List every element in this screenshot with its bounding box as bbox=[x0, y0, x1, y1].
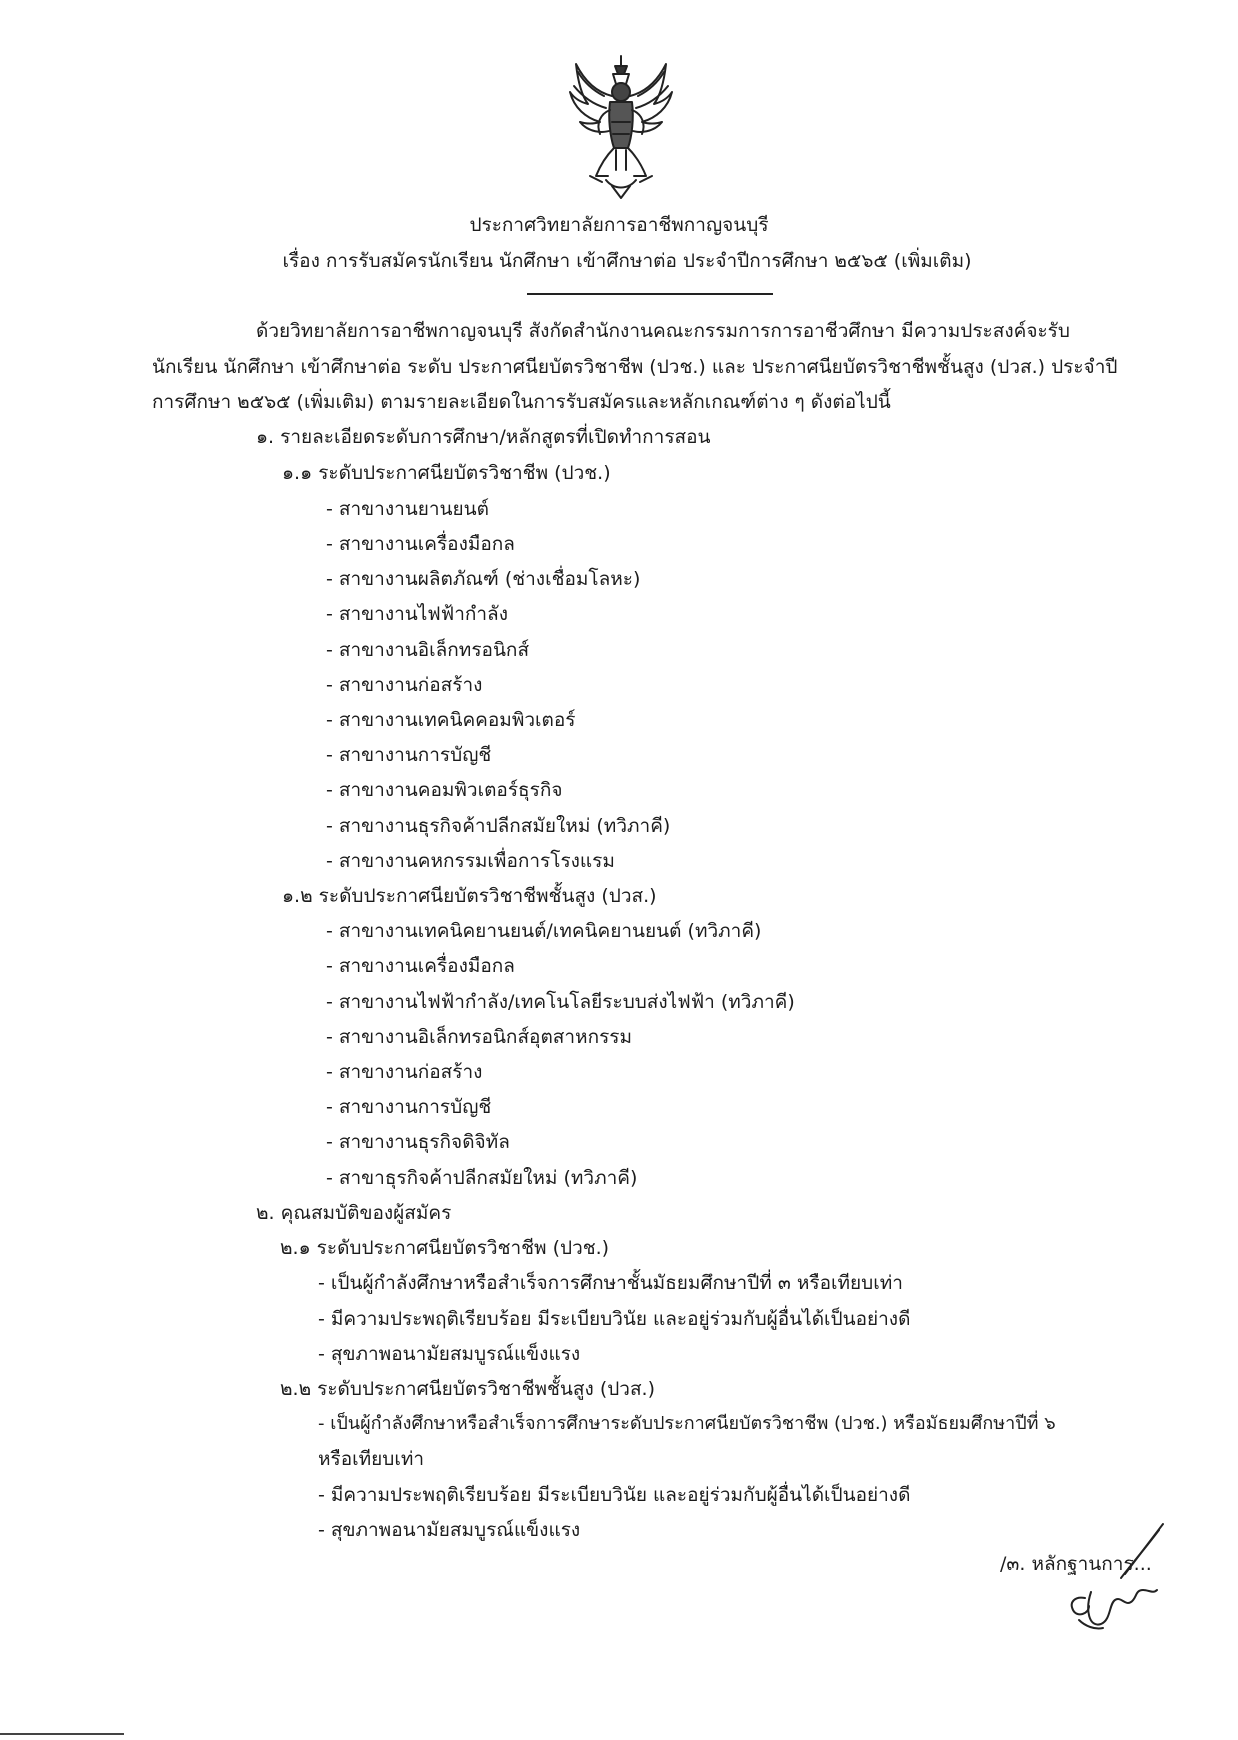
intro-line-1: ด้วยวิทยาลัยการอาชีพกาญจนบุรี สังกัดสำนักงานคณะกรรมการการอาชีวศึกษา มีความประสงค์จะรับ bbox=[256, 320, 1070, 342]
list-item: - สาขางานเครื่องมือกล bbox=[326, 533, 515, 555]
list-item: - สาขางานคอมพิวเตอร์ธุรกิจ bbox=[326, 779, 563, 801]
list-item: - สาขางานเครื่องมือกล bbox=[326, 955, 515, 977]
list-item: - เป็นผู้กำลังศึกษาหรือสำเร็จการศึกษาระดับประกาศนียบัตรวิชาชีพ (ปวช.) หรือมัธยมศึกษาปีที่ ๖ bbox=[318, 1413, 1056, 1434]
list-item: - สาขางานผลิตภัณฑ์ (ช่างเชื่อมโลหะ) bbox=[326, 568, 641, 590]
list-item: - สาขางานไฟฟ้ากำลัง bbox=[326, 603, 508, 625]
list-item: - เป็นผู้กำลังศึกษาหรือสำเร็จการศึกษาชั้นมัธยมศึกษาปีที่ ๓ หรือเทียบเท่า bbox=[318, 1272, 903, 1294]
list-item: - สาขางานเทคนิคคอมพิวเตอร์ bbox=[326, 709, 576, 731]
list-item: - มีความประพฤติเรียบร้อย มีระเบียบวินัย และอยู่ร่วมกับผู้อื่นได้เป็นอย่างดี bbox=[318, 1308, 911, 1330]
list-item-continuation: หรือเทียบเท่า bbox=[318, 1448, 425, 1470]
section2-heading: ๒. คุณสมบัติของผู้สมัคร bbox=[256, 1202, 452, 1224]
section1-sub1-heading: ๑.๑ ระดับประกาศนียบัตรวิชาชีพ (ปวช.) bbox=[282, 462, 611, 484]
section1-sub2-heading: ๑.๒ ระดับประกาศนียบัตรวิชาชีพชั้นสูง (ปวส.) bbox=[282, 885, 657, 907]
section2-sub1-heading: ๒.๑ ระดับประกาศนียบัตรวิชาชีพ (ปวช.) bbox=[280, 1237, 610, 1259]
page-edge-mark bbox=[0, 1733, 124, 1735]
list-item: - สาขางานการบัญชี bbox=[326, 744, 492, 766]
list-item: - สุขภาพอนามัยสมบูรณ์แข็งแรง bbox=[318, 1343, 581, 1365]
intro-line-2: นักเรียน นักศึกษา เข้าศึกษาต่อ ระดับ ประกาศนียบัตรวิชาชีพ (ปวช.) และ ประกาศนียบัตรวิชาชีพชั้นสูง (ปวส.) ประจำปี bbox=[152, 356, 1118, 378]
list-item: - สาขางานการบัญชี bbox=[326, 1096, 492, 1118]
list-item: - สาขาธุรกิจค้าปลีกสมัยใหม่ (ทวิภาคี) bbox=[326, 1167, 638, 1189]
list-item: - สาขางานอิเล็กทรอนิกส์ bbox=[326, 639, 530, 661]
intro-line-3: การศึกษา ๒๕๖๕ (เพิ่มเติม) ตามรายละเอียดในการรับสมัครและหลักเกณฑ์ต่าง ๆ ดังต่อไปนี้ bbox=[152, 391, 891, 413]
section1-heading: ๑. รายละเอียดระดับการศึกษา/หลักสูตรที่เปิดทำการสอน bbox=[256, 426, 711, 448]
announcement-subject: เรื่อง การรับสมัครนักเรียน นักศึกษา เข้าศึกษาต่อ ประจำปีการศึกษา ๒๕๖๕ (เพิ่มเติม) bbox=[282, 250, 972, 272]
list-item: - สาขางานก่อสร้าง bbox=[326, 674, 483, 696]
list-item: - มีความประพฤติเรียบร้อย มีระเบียบวินัย และอยู่ร่วมกับผู้อื่นได้เป็นอย่างดี bbox=[318, 1484, 911, 1506]
announcement-title: ประกาศวิทยาลัยการอาชีพกาญจนบุรี bbox=[469, 214, 769, 236]
list-item: - สาขางานอิเล็กทรอนิกส์อุตสาหกรรม bbox=[326, 1026, 633, 1048]
section2-sub2-heading: ๒.๒ ระดับประกาศนียบัตรวิชาชีพชั้นสูง (ปวส.) bbox=[280, 1378, 656, 1400]
list-item: - สาขางานก่อสร้าง bbox=[326, 1061, 483, 1083]
list-item: - สาขางานธุรกิจค้าปลีกสมัยใหม่ (ทวิภาคี) bbox=[326, 815, 671, 837]
list-item: - สาขางานยานยนต์ bbox=[326, 498, 490, 520]
list-item: - สาขางานไฟฟ้ากำลัง/เทคโนโลยีระบบส่งไฟฟ้า (ทวิภาคี) bbox=[326, 991, 795, 1013]
header-divider bbox=[527, 293, 773, 295]
list-item: - สุขภาพอนามัยสมบูรณ์แข็งแรง bbox=[318, 1519, 581, 1541]
list-item: - สาขางานเทคนิคยานยนต์/เทคนิคยานยนต์ (ทวิภาคี) bbox=[326, 920, 762, 942]
continued-reference: /๓. หลักฐานการ... bbox=[1000, 1553, 1152, 1575]
signature-icon bbox=[1055, 1520, 1165, 1635]
list-item: - สาขางานคหกรรมเพื่อการโรงแรม bbox=[326, 850, 615, 872]
garuda-emblem-icon bbox=[566, 52, 676, 202]
list-item: - สาขางานธุรกิจดิจิทัล bbox=[326, 1131, 510, 1153]
